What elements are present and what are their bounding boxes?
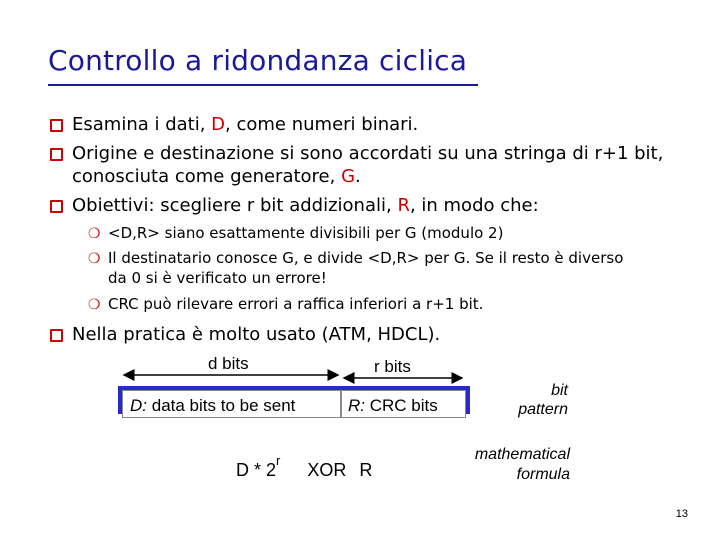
bullet-1-pre: Esamina i dati, <box>72 114 212 135</box>
subbullet-1-text: <D,R> siano esattamente divisibili per G (modulo 2) <box>108 224 504 242</box>
subbullet-2-line2: da 0 si è verificato un errore! <box>108 269 327 287</box>
bullet-1 <box>48 113 418 136</box>
title-underline <box>48 84 478 86</box>
bullet-3-highlight: R <box>397 195 410 216</box>
page-number: 13 <box>675 508 688 520</box>
bullet-4 <box>48 323 440 346</box>
bullet-1-highlight: D <box>211 114 226 135</box>
data-segment <box>130 396 295 416</box>
bullet-2-line2: conosciuta come generatore, <box>72 166 342 187</box>
formula-xor: XOR <box>307 460 347 480</box>
bullet-square-icon <box>50 200 63 213</box>
bullet-3-post: , in modo che: <box>409 195 539 216</box>
bullet-1-post: , come numeri binari. <box>225 114 419 135</box>
subbullet-3 <box>88 294 483 314</box>
bullet-circle-icon: ❍ <box>88 297 101 313</box>
bullet-2-post: . <box>355 166 361 187</box>
bit-pattern-label <box>508 381 568 419</box>
bullet-square-icon <box>50 119 63 132</box>
crc-segment-text: CRC bits <box>369 396 438 415</box>
data-segment-text: data bits to be sent <box>151 396 296 415</box>
bullet-4-text: Nella pratica è molto usato (ATM, HDCL). <box>72 324 441 345</box>
subbullet-2 <box>88 248 623 288</box>
bullet-square-icon <box>50 329 63 342</box>
bit-pattern-line1: bit <box>551 382 568 399</box>
crc-segment <box>348 396 438 416</box>
bullet-2-line1: Origine e destinazione si sono accordati su una stringa di r+1 bit, <box>72 143 664 164</box>
crc-segment-prefix: R: <box>348 396 365 415</box>
data-segment-prefix: D: <box>130 396 147 415</box>
formula-exponent: r <box>276 453 281 468</box>
math-formula-line1: mathematical <box>474 446 570 463</box>
math-formula-label <box>452 445 570 485</box>
subbullet-1 <box>88 223 503 243</box>
bullet-2 <box>48 142 663 188</box>
bullet-3 <box>48 194 539 217</box>
formula <box>236 453 373 481</box>
bit-pattern-line2: pattern <box>518 401 568 418</box>
d-bits-label: d bits <box>205 354 252 374</box>
bullet-square-icon <box>50 148 63 161</box>
formula-d: D * 2 <box>236 460 277 480</box>
bullet-circle-icon: ❍ <box>88 251 101 267</box>
bullet-3-pre: Obiettivi: scegliere r bit addizionali, <box>72 195 398 216</box>
formula-r: R <box>359 460 373 480</box>
r-bits-label: r bits <box>371 357 414 377</box>
bit-pattern-divider <box>340 390 342 418</box>
bullet-circle-icon: ❍ <box>88 226 101 242</box>
bullet-2-highlight: G <box>341 166 356 187</box>
subbullet-2-line1: Il destinatario conosce G, e divide <D,R> per G. Se il resto è diverso <box>108 249 624 267</box>
subbullet-3-text: CRC può rilevare errori a raffica inferiori a r+1 bit. <box>108 295 484 313</box>
page-title: Controllo a ridondanza ciclica <box>48 44 468 77</box>
math-formula-line2: formula <box>516 466 570 483</box>
